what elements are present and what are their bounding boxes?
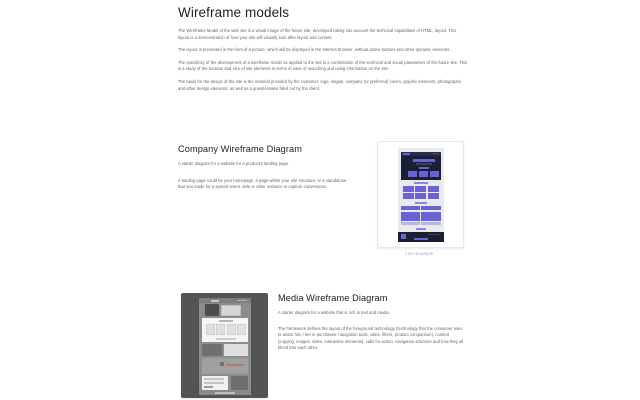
media-thumb-logo <box>211 300 219 302</box>
media-section-body: The framework defines the layout of the foreground technology (technology that the consumer uses to assist him / her in purchases: navigation tools, sales, filters, product comparison), content (copying, images, video, interactive elements), calls for action, navigation structure and how they all blend into each other. <box>278 325 464 351</box>
media-thumb-band-icon <box>220 362 224 366</box>
thumb-feature-grid <box>401 186 441 200</box>
media-thumb-band-line <box>226 364 244 366</box>
intro-paragraph-1: The Wireframe Model of the web site is a visual image of the future site, developed taking into account the technical capabilities of HTML, layout. This layout is a demonstration of how your site will visually look after layout and content. <box>178 28 457 40</box>
company-section-body: A landing page could be your homepage, a page within your site structure, or a standalone that you made for a special event, sale or other instance to capture conversions. <box>178 177 347 190</box>
intro-paragraphs <box>178 28 468 92</box>
thumb-cta-button <box>419 167 429 170</box>
media-thumb-card-row <box>206 324 247 335</box>
media-thumb-footer <box>199 390 251 395</box>
thumb-footer-logo <box>401 234 406 239</box>
media-thumb-cards-section <box>202 318 248 342</box>
page-title: Wireframe models <box>178 5 290 20</box>
company-section-title: Company Wireframe Diagram <box>178 144 303 154</box>
thumb-headline <box>413 159 435 162</box>
thumb-hero-cards <box>408 171 439 177</box>
media-thumb-text-block <box>224 344 248 356</box>
company-section-lead: A starter diagram for a website for a product's landing page. <box>178 161 290 166</box>
media-thumb-nav-links <box>237 300 247 302</box>
company-preview-card[interactable] <box>377 141 464 248</box>
thumb-footer-links <box>429 234 441 236</box>
media-preview-card[interactable] <box>181 293 268 398</box>
thumb-subheadline <box>416 163 432 165</box>
company-wireframe-thumbnail <box>398 148 444 242</box>
thumb-logo <box>403 153 410 155</box>
media-thumb-navbar <box>199 298 251 303</box>
media-section-lead: A starter diagram for a website that is rich in text and media. <box>278 310 390 315</box>
intro-paragraph-2: The layout is presented in the form of a picture, which will be displayed in the Internet browser, without active buttons and other dynamic elements. <box>178 47 451 53</box>
media-thumb-feature-band <box>202 358 248 374</box>
company-text-block <box>178 143 354 191</box>
thumb-nav <box>433 153 439 155</box>
media-thumb-form-block <box>202 376 228 390</box>
media-thumb-hero-panel <box>221 305 241 316</box>
intro-paragraph-3: The specificity of the development of a wireframe model as applied to the site is a combination of the technical and visual parameters of the future site. This is a study of the location and size of site elements in terms of ease of searching and using information on the site. <box>178 59 468 72</box>
media-thumb-footer-bar <box>215 392 235 394</box>
intro-section <box>178 0 468 92</box>
media-wireframe-thumbnail <box>199 298 251 395</box>
media-thumb-form-field-2 <box>204 382 224 384</box>
thumb-footer-bar <box>414 238 428 240</box>
intro-paragraph-4: The basis for the design of the site is the material provided by the customer: logo, slogan, company (or preferred) colors, graphic elements, photographs and other design elements, as well as a questionnaire filled out by the client. <box>178 78 461 91</box>
thumb-section-title-3 <box>416 228 426 230</box>
media-thumb-section-title <box>219 320 233 322</box>
media-thumb-media-block <box>202 344 222 356</box>
media-thumb-hero-image <box>205 304 219 316</box>
media-section-title: Media Wireframe Diagram <box>278 293 388 303</box>
thumb-content-rows <box>401 202 441 225</box>
thumb-section-title-1 <box>414 182 428 184</box>
media-thumb-form-submit <box>204 386 213 388</box>
media-text-block <box>278 292 466 352</box>
thumb-footer <box>398 232 444 242</box>
thumb-hero-block <box>401 152 441 180</box>
thumb-section-title-2 <box>415 202 427 204</box>
media-thumb-form-field-1 <box>204 378 224 380</box>
media-thumb-side-image <box>231 376 248 390</box>
live-example-link[interactable]: Live Example <box>405 251 434 256</box>
media-thumb-section-footer <box>216 338 236 340</box>
